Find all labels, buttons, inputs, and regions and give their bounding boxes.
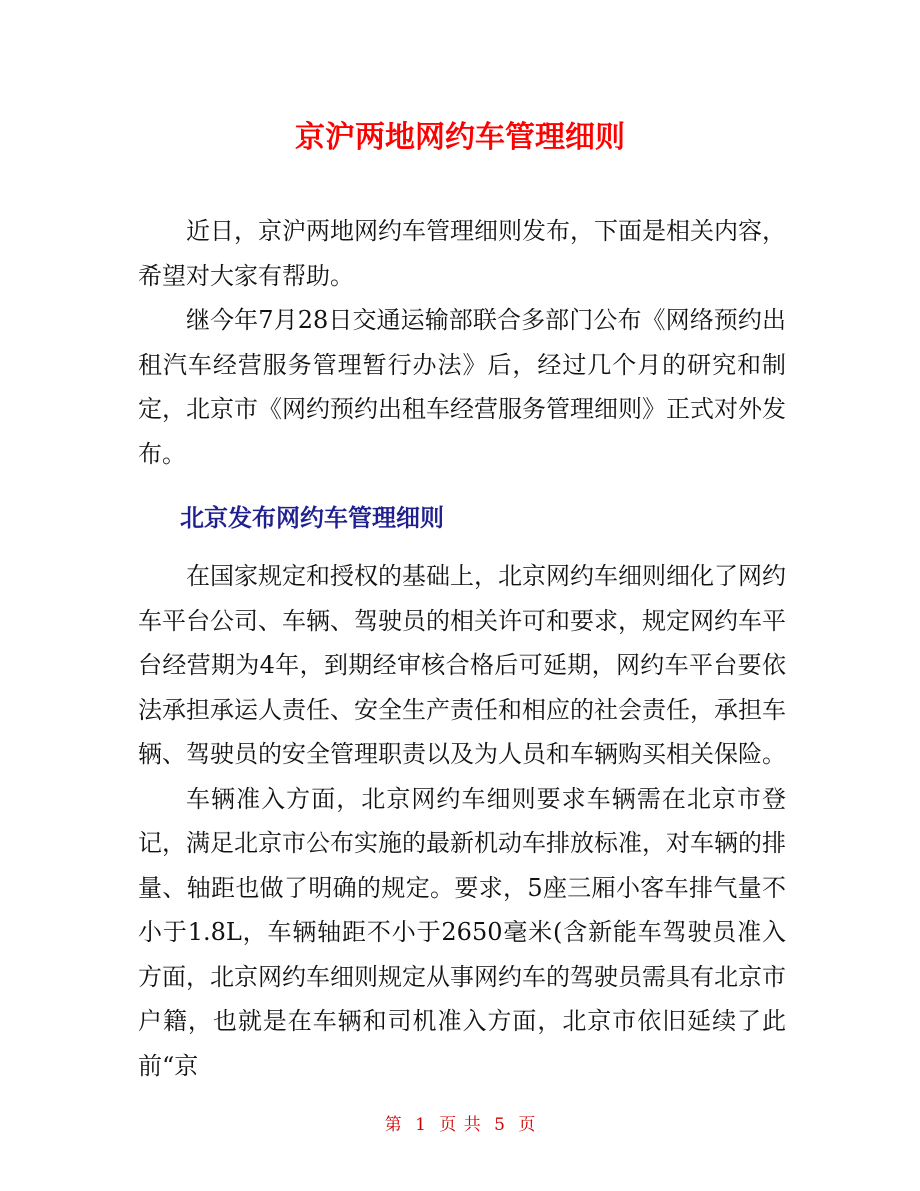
document-body xyxy=(138,209,786,1088)
section-heading: 北京发布网约车管理细则 xyxy=(180,504,444,532)
paragraph: 近日，京沪两地网约车管理细则发布，下面是相关内容，希望对大家有帮助。 xyxy=(138,217,786,290)
footer-middle: 页 共 xyxy=(439,1115,481,1135)
footer-prefix: 第 xyxy=(384,1115,402,1135)
paragraph: 车辆准入方面，北京网约车细则要求车辆需在北京市登记，满足北京市公布实施的最新机动车排放标准，对车辆的排量、轴距也做了明确的规定。要求，5座三厢小客车排气量不小于1.8L，车辆轴距不小于2650毫米(含新能车驾驶员准入方面，北京网约车细则规定从事网约车的驾驶员需具有北京市户籍，也就是在车辆和司机准入方面，北京市依旧延续了此前“京 xyxy=(138,784,786,1080)
footer-suffix: 页 xyxy=(518,1115,536,1135)
page-footer xyxy=(0,1110,920,1135)
footer-page-number: 1 xyxy=(415,1115,426,1135)
paragraph: 继今年7月28日交通运输部联合多部门公布《网络预约出租汽车经营服务管理暂行办法》后，经过几个月的研究和制定，北京市《网约预约出租车经营服务管理细则》正式对外发布。 xyxy=(138,306,786,468)
paragraph: 在国家规定和授权的基础上，北京网约车细则细化了网约车平台公司、车辆、驾驶员的相关许可和要求，规定网约车平台经营期为4年，到期经审核合格后可延期，网约车平台要依法承担承运人责任、安全生产责任和相应的社会责任，承担车辆、驾驶员的安全管理职责以及为人员和车辆购买相关保险。 xyxy=(138,562,786,768)
footer-total-pages: 5 xyxy=(494,1115,505,1135)
document-title: 京沪两地网约车管理细则 xyxy=(295,120,625,155)
